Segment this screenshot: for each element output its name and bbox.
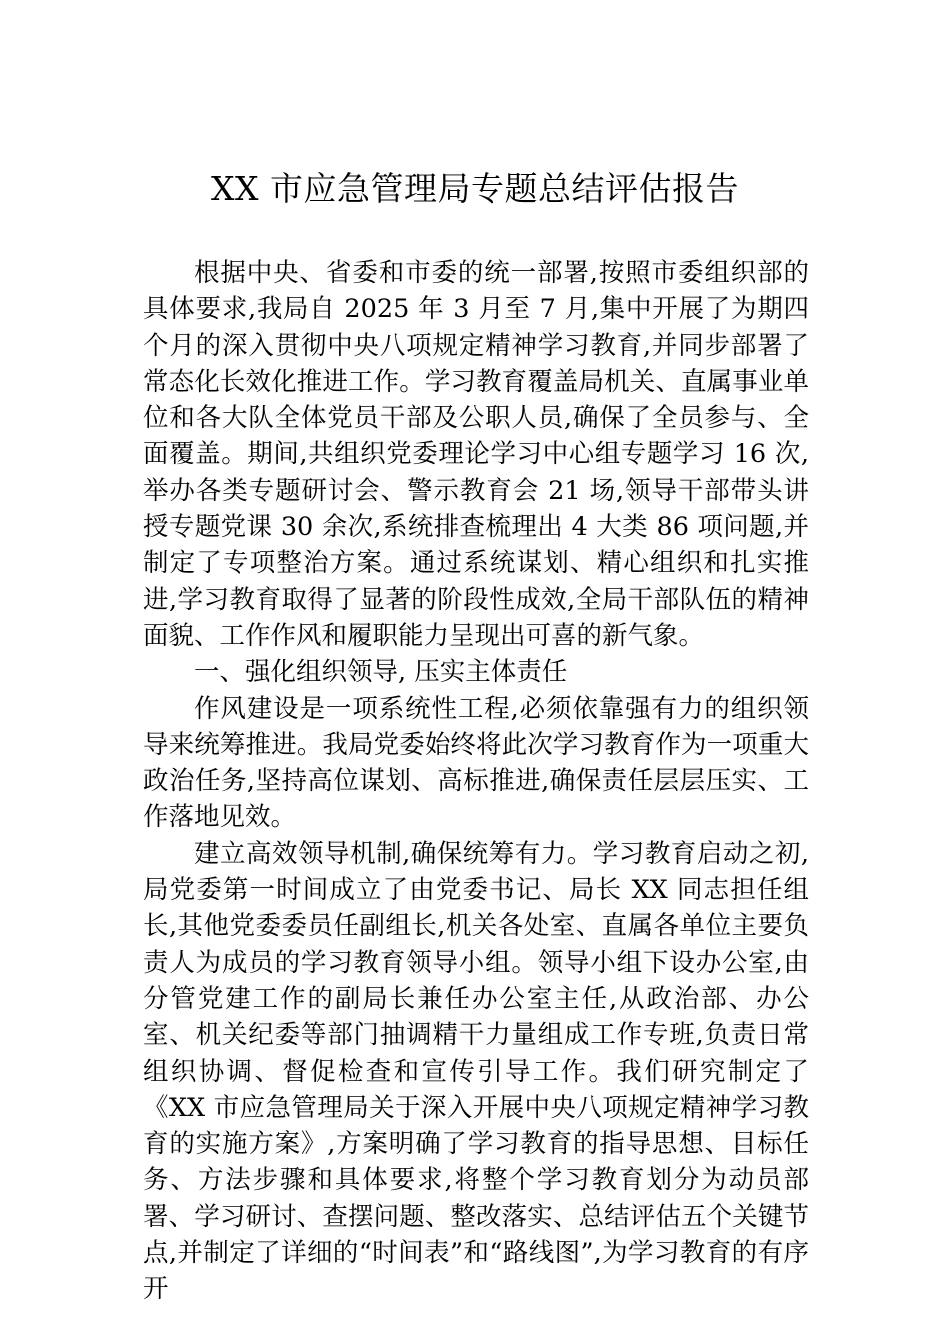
intro-paragraph: 根据中央、省委和市委的统一部署,按照市委组织部的具体要求,我局自 2025 年 3 月至 7 月,集中开展了为期四个月的深入贯彻中央八项规定精神学习教育,并同步部署了常态化长效化推进工作。学习教育覆盖局机关、直属事业单位和各大队全体党员干部及公职人员,确保了全员参与、全面覆盖。期间,共组织党委理论学习中心组专题学习 16 次,举办各类专题研讨会、警示教育会 21 场,领导干部带头讲授专题党课 30 余次,系统排查梳理出 4 大类 86 项问题,并制定了专项整治方案。通过系统谋划、精心组织和扎实推进,学习教育取得了显著的阶段性成效,全局干部队伍的精神面貌、工作作风和履职能力呈现出可喜的新气象。	[143, 258, 809, 651]
document-body	[143, 255, 809, 1308]
section-heading-1: 一、强化组织领导, 压实主体责任	[194, 657, 568, 688]
section-1-paragraph-2: 建立高效领导机制,确保统筹有力。学习教育启动之初,局党委第一时间成立了由党委书记、局长 XX 同志担任组长,其他党委委员任副组长,机关各处室、直属各单位主要负责人为成员的学习教育领导小组。领导小组下设办公室,由分管党建工作的副局长兼任办公室主任,从政治部、办公室、机关纪委等部门抽调精干力量组成工作专班,负责日常组织协调、督促检查和宣传引导工作。我们研究制定了《XX 市应急管理局关于深入开展中央八项规定精神学习教育的实施方案》,方案明确了学习教育的指导思想、目标任务、方法步骤和具体要求,将整个学习教育划分为动员部署、学习研讨、查摆问题、整改落实、总结评估五个关键节点,并制定了详细的“时间表”和“路线图”,为学习教育的有序开	[143, 838, 809, 1305]
document-title: XX 市应急管理局专题总结评估报告	[211, 169, 739, 208]
section-1-paragraph-1: 作风建设是一项系统性工程,必须依靠强有力的组织领导来统筹推进。我局党委始终将此次学习教育作为一项重大政治任务,坚持高位谋划、高标推进,确保责任层层压实、工作落地见效。	[143, 693, 809, 833]
